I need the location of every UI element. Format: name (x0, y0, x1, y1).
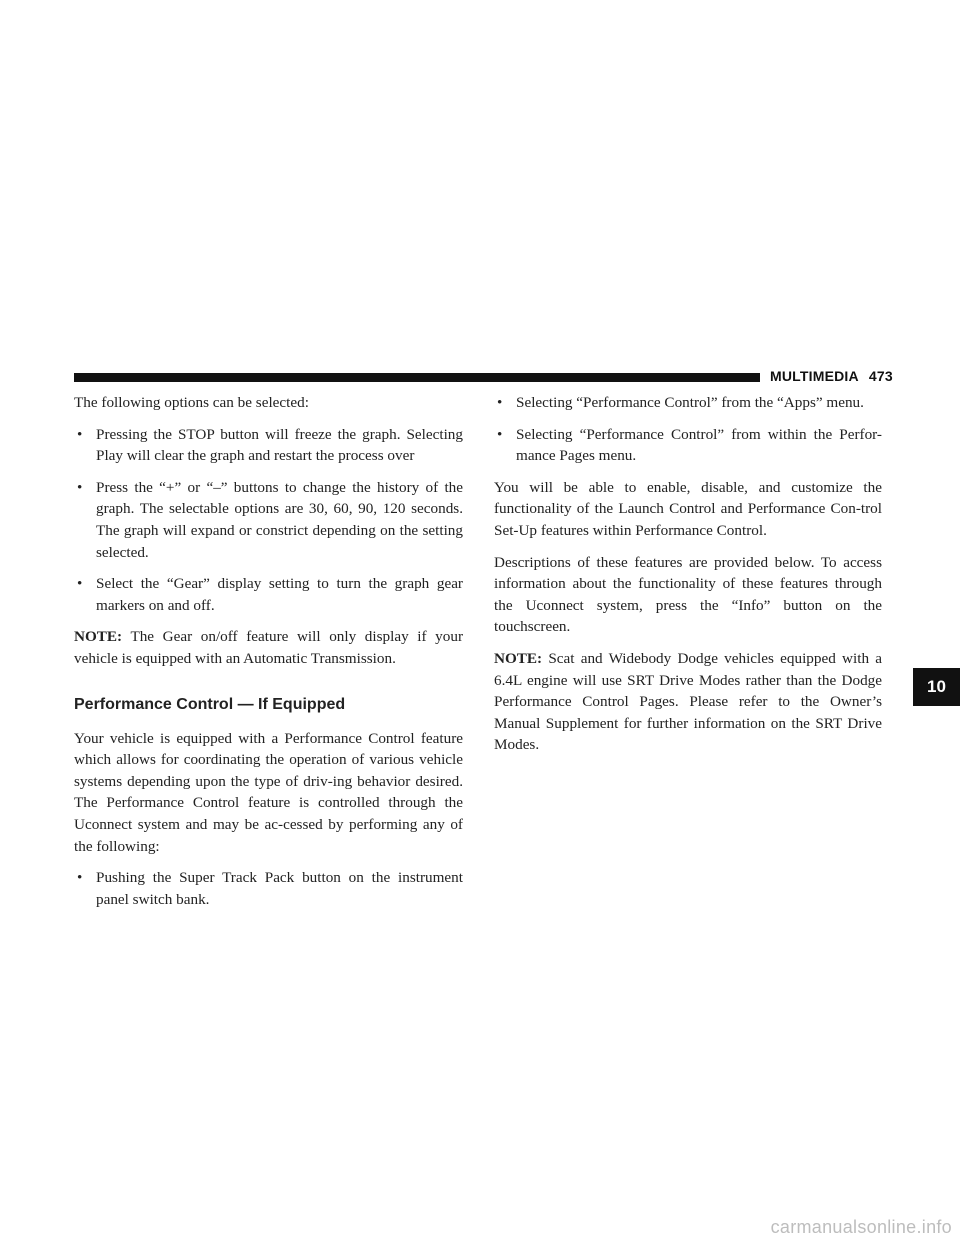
list-item-text: Pushing the Super Track Pack button on the instrument panel switch bank. (96, 869, 463, 908)
page-number: 473 (868, 368, 893, 384)
note-text: Scat and Widebody Dodge vehicles equipped with a 6.4L engine will use SRT Drive Modes rather than the Dodge Performance Control Pages. Please refer to the Owner’s Manual Supplement for further information on the SRT Drive Modes. (494, 649, 882, 754)
left-column (74, 392, 463, 920)
section-heading: Performance Control — If Equipped (74, 695, 346, 713)
note-paragraph (74, 626, 463, 669)
list-item (494, 392, 882, 414)
list-item (74, 573, 463, 616)
note-text: The Gear on/off feature will only display if your vehicle is equipped with an Automatic Transmission. (74, 628, 463, 667)
bullet-icon: • (497, 425, 503, 443)
list-item-text: Selecting “Performance Control” from the “Apps” menu. (516, 394, 864, 411)
bullet-icon: • (77, 575, 83, 593)
list-item (74, 424, 463, 467)
body-paragraph: Your vehicle is equipped with a Performance Control feature which allows for coordinating the operation of various vehicle systems depending upon the type of driv-ing behavior desired. The Performance Control feature is controlled through the Uconnect system and may be ac-cessed by performing any of the following: (74, 729, 463, 855)
list-item (74, 867, 463, 910)
right-column (494, 392, 882, 766)
watermark: carmanualsonline.info (770, 1217, 952, 1237)
list-item-text: Press the “+” or “–” buttons to change the history of the graph. The selectable options are 30, 60, 90, 120 seconds. The graph will expand or constrict depending on the setting selected. (96, 478, 463, 561)
note-paragraph (494, 648, 882, 756)
note-label: NOTE: (74, 628, 123, 646)
list-item-text: Pressing the STOP button will freeze the graph. Selecting Play will clear the graph and restart the process over (96, 425, 463, 465)
body-paragraph: Descriptions of these features are provided below. To access information about the functionality of these features through the Uconnect system, press the “Info” button on the touchscreen. (494, 553, 882, 636)
section-title: MULTIMEDIA (770, 368, 859, 384)
chapter-tab: 10 (913, 668, 960, 706)
list-item-text: Selecting “Performance Control” from within the Perfor-mance Pages menu. (516, 425, 882, 465)
list-item (74, 477, 463, 563)
bullet-icon: • (77, 869, 83, 887)
bullet-icon: • (77, 425, 83, 443)
body-paragraph: You will be able to enable, disable, and customize the functionality of the Launch Control and Performance Con-trol Set-Up features within Performance Control. (494, 478, 882, 539)
bullet-icon: • (77, 478, 83, 496)
bullet-icon: • (497, 394, 503, 411)
list-item-text: Select the “Gear” display setting to turn the graph gear markers on and off. (96, 575, 463, 614)
intro-text: The following options can be selected: (74, 394, 309, 411)
list-item (494, 424, 882, 467)
note-label: NOTE: (494, 649, 543, 667)
header-rule (74, 373, 760, 382)
running-header (770, 368, 893, 384)
